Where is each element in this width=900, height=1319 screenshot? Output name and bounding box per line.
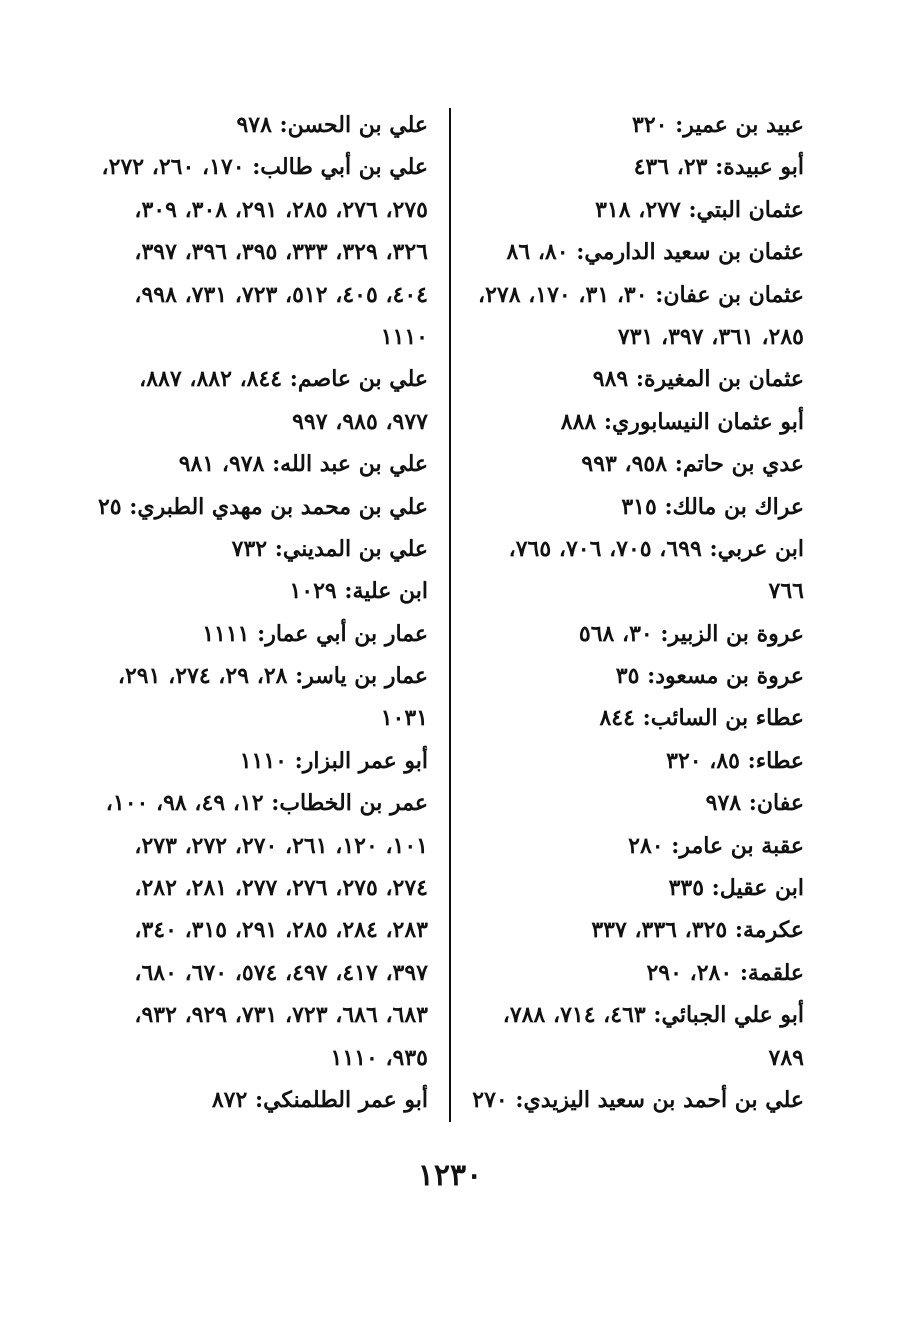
- index-entry-line: علي بن أبي طالب: ١٧٠، ٢٦٠، ٢٧٢،: [101, 154, 428, 181]
- index-entry-line: علي بن محمد بن مهدي الطبري: ٢٥: [97, 493, 428, 520]
- index-column-right: [459, 104, 804, 1121]
- index-entry-line: ٢٨٣، ٢٨٤، ٢٨٥، ٢٩١، ٣١٥، ٣٤٠،: [134, 917, 428, 944]
- index-entry-line: عقبة بن عامر: ٢٨٠: [628, 832, 804, 859]
- index-entry-line: علي بن عبد الله: ٩٧٨، ٩٨١: [178, 451, 428, 478]
- index-entry-line: أبو عمر البزار: ١١١٠: [239, 747, 428, 774]
- index-entry-line: عثمان البتي: ٢٧٧، ٣١٨: [595, 196, 804, 223]
- index-entry-line: ١١١٠: [380, 323, 428, 350]
- index-entry-line: ٧٨٩: [768, 1044, 804, 1071]
- index-entry-line: ٣٩٧، ٤١٧، ٤٩٧، ٥٧٤، ٦٧٠، ٦٨٠،: [134, 959, 428, 986]
- index-entry-line: علي بن المديني: ٧٣٢: [231, 535, 428, 562]
- index-entry-line: ابن علية: ١٠٢٩: [289, 578, 428, 605]
- index-entry-line: عثمان بن المغيرة: ٩٨٩: [592, 366, 804, 393]
- index-entry-line: علي بن عاصم: ٨٤٤، ٨٨٢، ٨٨٧،: [139, 366, 428, 393]
- index-entry-line: عروة بن مسعود: ٣٥: [615, 663, 804, 690]
- index-entry-line: ٢٨٥، ٣٦١، ٣٩٧، ٧٣١: [617, 323, 804, 350]
- index-entry-line: ٤٠٤، ٤٠٥، ٥١٢، ٧٢٣، ٧٣١، ٩٩٨،: [134, 281, 428, 308]
- index-column-left: [83, 104, 428, 1121]
- index-entry-line: ٢٧٥، ٢٧٦، ٢٨٥، ٢٩١، ٣٠٨، ٣٠٩،: [134, 196, 428, 223]
- index-entry-line: علي بن أحمد بن سعيد اليزيدي: ٢٧٠: [472, 1086, 804, 1113]
- index-entry-line: عمر بن الخطاب: ١٢، ٤٩، ٩٨، ١٠٠،: [105, 790, 428, 817]
- index-entry-line: عفان: ٩٧٨: [705, 790, 804, 817]
- index-entry-line: أبو علي الجبائي: ٤٦٣، ٧١٤، ٧٨٨،: [502, 1002, 804, 1029]
- index-entry-line: علي بن الحسن: ٩٧٨: [236, 112, 428, 138]
- index-entry-line: ٩٧٧، ٩٨٥، ٩٩٧: [292, 408, 428, 435]
- index-entry-line: أبو عبيدة: ٢٣، ٤٣٦: [633, 154, 804, 181]
- index-entry-line: علقمة: ٢٨٠، ٢٩٠: [646, 959, 804, 986]
- index-entry-line: عثمان بن عفان: ٣٠، ٣١، ١٧٠، ٢٧٨،: [477, 281, 804, 308]
- index-entry-line: ٦٨٣، ٦٨٦، ٧٢٣، ٧٣١، ٩٢٩، ٩٣٢،: [134, 1002, 428, 1029]
- index-entry-line: عراك بن مالك: ٣١٥: [621, 493, 804, 520]
- index-entry-line: عكرمة: ٣٢٥، ٣٣٦، ٣٣٧: [591, 917, 804, 944]
- index-entry-line: عمار بن ياسر: ٢٨، ٢٩، ٢٧٤، ٢٩١،: [117, 663, 428, 690]
- index-entry-line: عدي بن حاتم: ٩٥٨، ٩٩٣: [581, 451, 804, 478]
- page-number: ١٢٣٠: [417, 1158, 483, 1193]
- index-entry-line: ٧٦٦: [768, 578, 804, 605]
- index-entry-line: ابن عربي: ٦٩٩، ٧٠٥، ٧٠٦، ٧٦٥،: [508, 535, 804, 562]
- index-entry-line: عثمان بن سعيد الدارمي: ٨٠، ٨٦: [506, 239, 804, 266]
- index-entry-line: أبو عمر الطلمنكي: ٨٧٢: [211, 1086, 428, 1113]
- index-entry-line: ٣٢٦، ٣٢٩، ٣٣٣، ٣٩٥، ٣٩٦، ٣٩٧،: [134, 239, 428, 266]
- index-entry-line: ١٠١، ١٢٠، ٢٦١، ٢٧٠، ٢٧٢، ٢٧٣،: [134, 832, 428, 859]
- index-entry-line: عمار بن أبي عمار: ١١١١: [202, 620, 428, 647]
- index-entry-line: عبيد بن عمير: ٣٢٠: [632, 112, 804, 138]
- column-divider: [449, 108, 451, 1122]
- index-entry-line: ٢٧٤، ٢٧٥، ٢٧٦، ٢٧٧، ٢٨١، ٢٨٢،: [134, 875, 428, 902]
- index-entry-line: ٩٣٥، ١١١٠: [330, 1044, 428, 1071]
- index-entry-line: عروة بن الزبير: ٣٠، ٥٦٨: [578, 620, 804, 647]
- index-entry-line: عطاء: ٨٥، ٣٢٠: [666, 747, 804, 774]
- index-entry-line: عطاء بن السائب: ٨٤٤: [599, 705, 804, 732]
- index-entry-line: ١٠٣١: [380, 705, 428, 732]
- index-entry-line: أبو عثمان النيسابوري: ٨٨٨: [560, 408, 804, 435]
- index-entry-line: ابن عقيل: ٣٣٥: [668, 875, 804, 902]
